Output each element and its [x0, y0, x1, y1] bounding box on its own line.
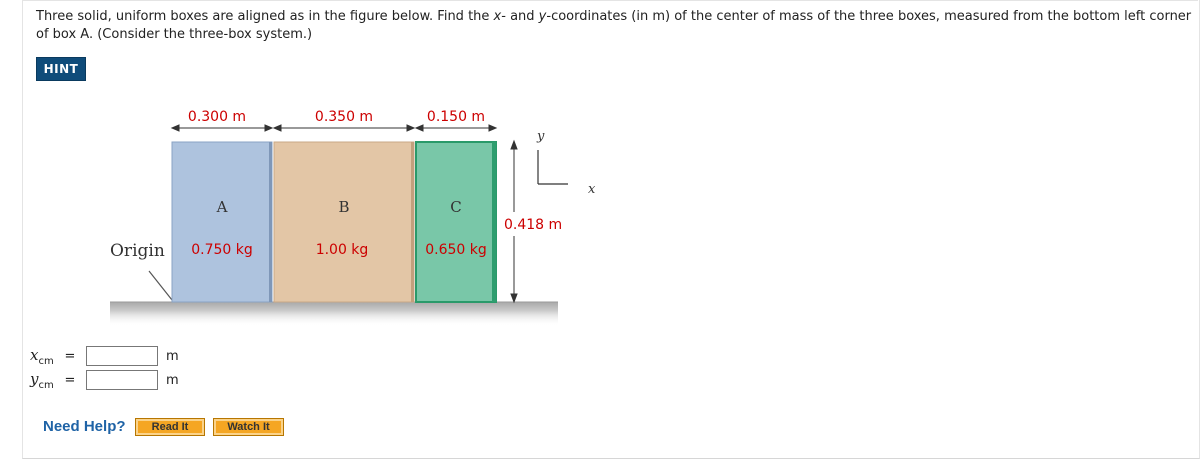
box-a-mass: 0.750 kg	[191, 242, 253, 258]
y-axis-label: y	[537, 129, 545, 144]
box-b-letter: B	[338, 198, 350, 216]
box-c	[416, 142, 496, 302]
question-text: Three solid, uniform boxes are aligned as in the figure below. Find the x- and y-coordinates (in m) of the center of mass of the three boxes, measured from the bottom left corner of box A. (Consider the three-box system.)	[36, 9, 1192, 42]
width-label-a: 0.300 m	[187, 109, 247, 125]
box-b-mass: 1.00 kg	[315, 242, 369, 258]
xcm-label: $x_{cm}$	[30, 345, 54, 367]
box-c-letter: C	[450, 198, 462, 216]
ycm-input[interactable]	[86, 370, 158, 390]
xy-axes-icon	[536, 129, 596, 197]
ycm-equals: =	[64, 372, 76, 388]
width-dimension-arrows	[172, 125, 496, 131]
read-it-button[interactable]: Read It	[135, 418, 205, 436]
height-label: 0.418 m	[504, 217, 563, 233]
xcm-unit: m	[166, 348, 179, 364]
origin-label: Origin	[110, 241, 165, 261]
box-a-letter: A	[216, 198, 228, 216]
floor	[110, 302, 558, 326]
width-label-c: 0.150 m	[426, 109, 486, 125]
box-c-mass: 0.650 kg	[425, 242, 487, 258]
ycm-unit: m	[166, 372, 179, 388]
hint-button[interactable]: HINT	[36, 57, 86, 81]
xcm-input[interactable]	[86, 346, 158, 366]
xcm-equals: =	[64, 348, 76, 364]
width-label-b: 0.350 m	[314, 109, 374, 125]
box-b	[274, 142, 414, 302]
xcm-row	[30, 345, 179, 367]
x-axis-label: x	[588, 182, 596, 197]
watch-it-button[interactable]: Watch It	[213, 418, 284, 436]
box-a	[172, 142, 272, 302]
ycm-row	[30, 369, 179, 391]
origin-pointer	[149, 271, 172, 300]
need-help-label: Need Help?	[43, 418, 126, 435]
ycm-label: $y_{cm}$	[30, 369, 54, 391]
